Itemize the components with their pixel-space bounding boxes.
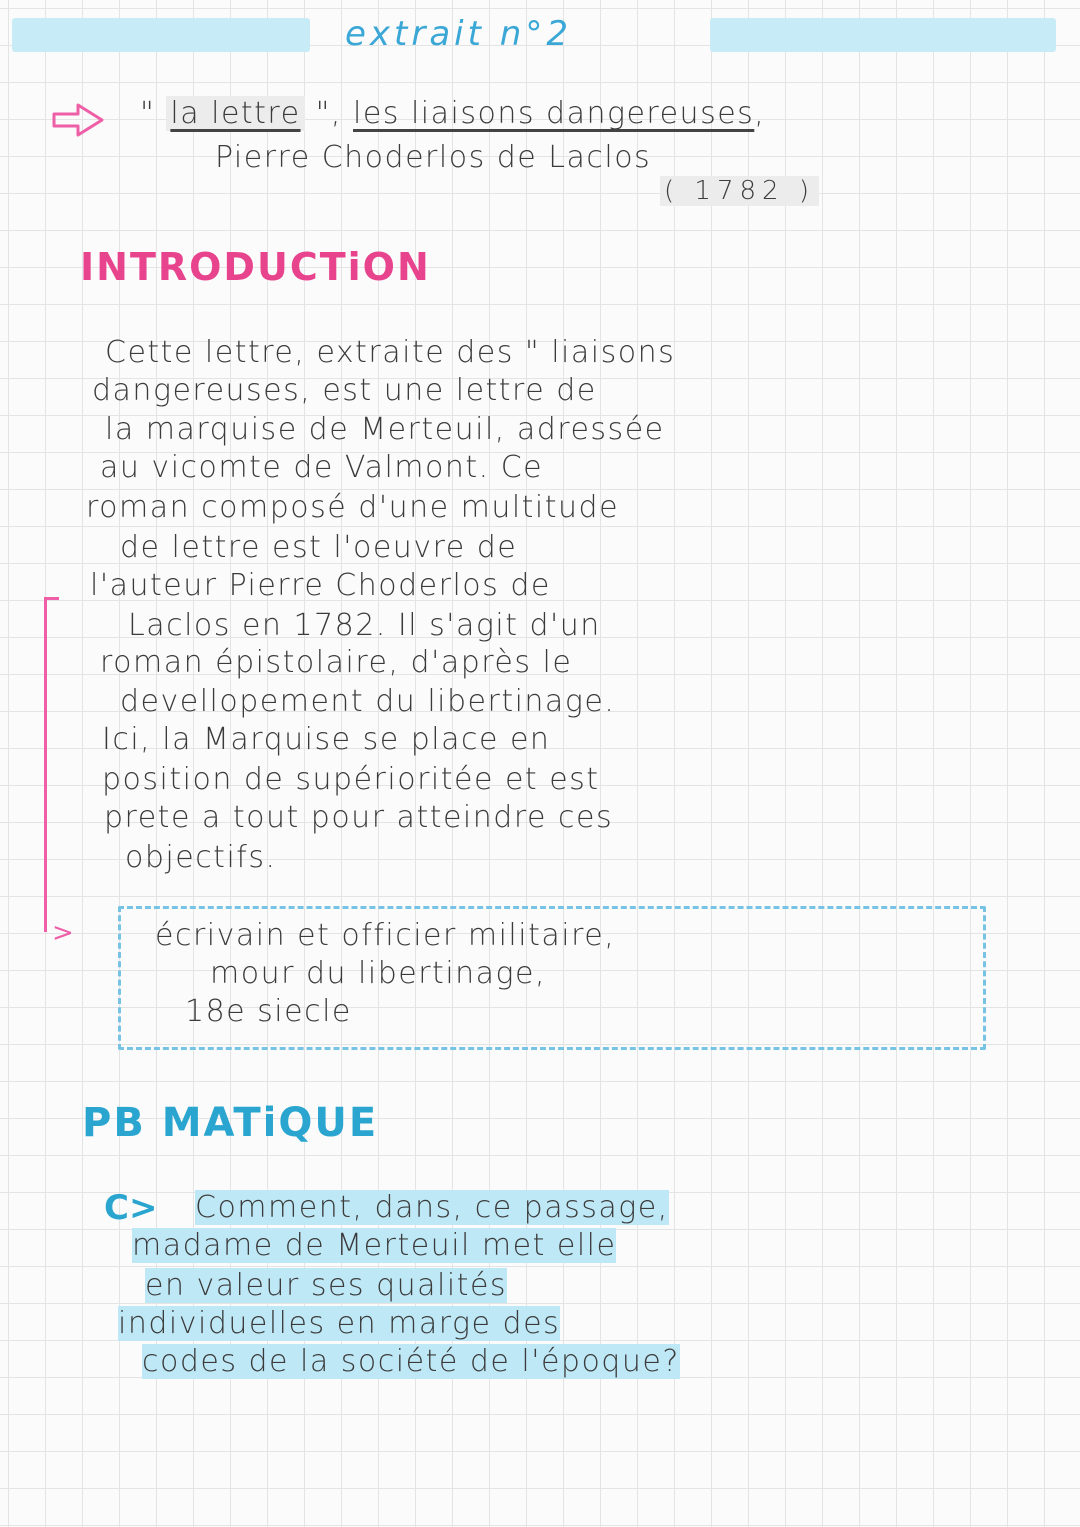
comma: , <box>754 96 766 131</box>
note-line: 18e siecle <box>185 994 352 1029</box>
question-line <box>132 1228 616 1263</box>
question-text: codes de la société de l'époque? <box>142 1344 680 1379</box>
intro-line: devellopement du libertinage. <box>120 684 616 719</box>
reference-line-1 <box>140 96 765 131</box>
intro-line: roman composé d'une multitude <box>86 490 620 525</box>
right-arrow-icon <box>50 100 110 140</box>
intro-line: Laclos en 1782. Il s'agit d'un <box>128 608 601 643</box>
question-text: madame de Merteuil met elle <box>132 1228 617 1263</box>
intro-line: Ici, la Marquise se place en <box>102 722 551 757</box>
bracket-connector <box>44 597 59 915</box>
publication-year: ( 1782 ) <box>660 176 819 206</box>
author-name: Pierre Choderlos de Laclos <box>215 140 652 175</box>
intro-line: dangereuses, est une lettre de <box>92 373 597 408</box>
title-highlight-right <box>710 18 1056 52</box>
work-title: les liaisons dangereuses <box>353 96 755 131</box>
question-line <box>195 1190 669 1225</box>
intro-line: prete a tout pour atteindre ces <box>104 800 614 835</box>
note-line: écrivain et officier militaire, <box>155 918 616 953</box>
intro-line: de lettre est l'oeuvre de <box>120 530 518 565</box>
bracket-connector-foot <box>44 912 47 932</box>
intro-line: au vicomte de Valmont. Ce <box>100 450 544 485</box>
page-title: extrait n°2 <box>345 14 572 54</box>
question-line <box>142 1344 680 1379</box>
intro-line: position de supérioritée et est <box>102 762 600 797</box>
quote-close: ", <box>315 96 342 131</box>
note-line: mour du libertinage, <box>210 956 547 991</box>
introduction-heading: INTRODUCTiON <box>80 245 431 289</box>
quote-open: " <box>140 96 156 131</box>
question-text: individuelles en marge des <box>118 1306 561 1341</box>
title-highlight-left <box>12 18 310 52</box>
intro-line: objectifs. <box>125 840 277 875</box>
letter-title: la lettre <box>166 96 304 131</box>
question-text: Comment, dans, ce passage, <box>195 1190 669 1225</box>
intro-line: l'auteur Pierre Choderlos de <box>90 568 551 603</box>
intro-line: Cette lettre, extraite des " liaisons <box>105 335 676 370</box>
question-text: en valeur ses qualités <box>145 1268 508 1303</box>
intro-line: la marquise de Merteuil, adressée <box>105 412 665 447</box>
question-line <box>145 1268 507 1303</box>
intro-line: roman épistolaire, d'après le <box>100 645 573 680</box>
note-arrow-icon: > <box>52 918 74 948</box>
problematique-heading: PB MATiQUE <box>82 1100 379 1146</box>
question-line <box>118 1306 560 1341</box>
question-arrow-icon: C> <box>104 1188 158 1228</box>
